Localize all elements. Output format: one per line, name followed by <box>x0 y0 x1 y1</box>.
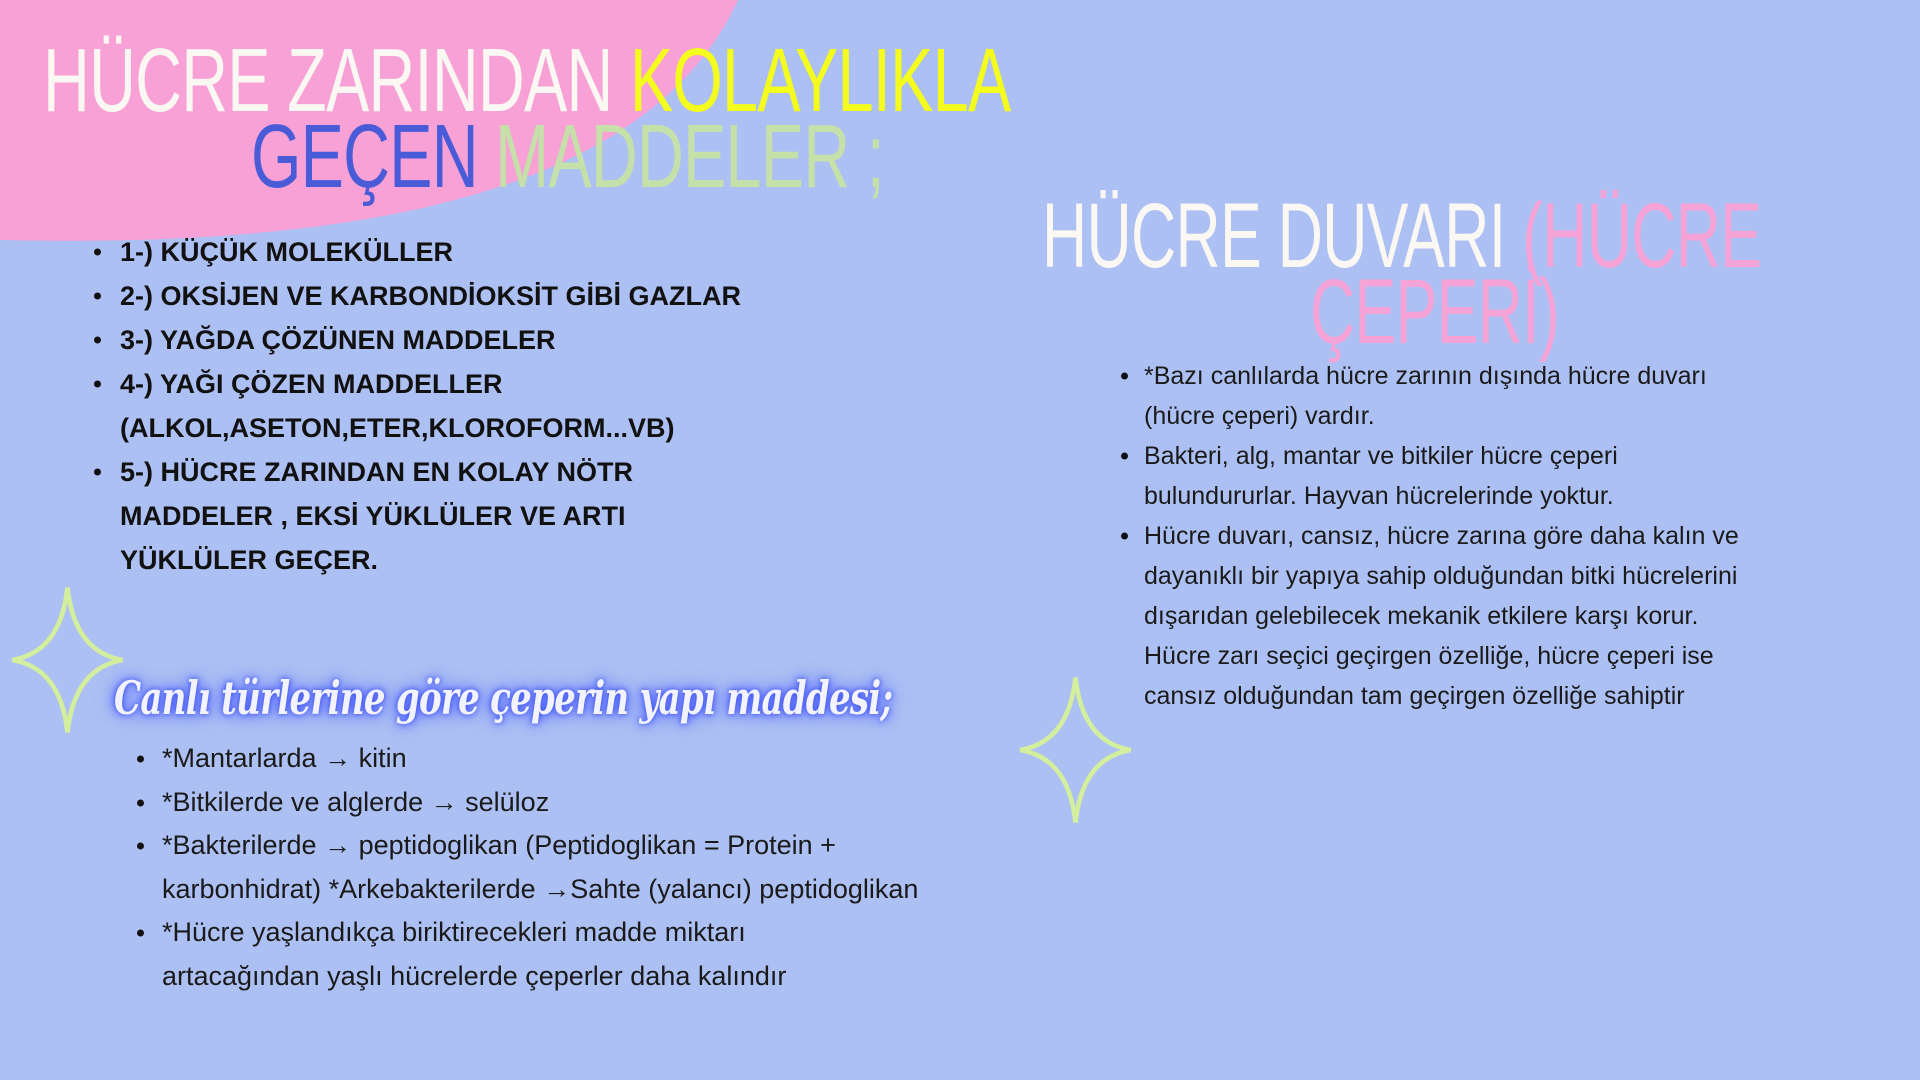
structure-list <box>162 737 962 998</box>
list-item: *Mantarlarda → kitin <box>162 737 962 781</box>
list-item: Bakteri, alg, mantar ve bitkiler hücre çeperi bulundururlar. Hayvan hücrelerinde yoktur. <box>1144 436 1754 516</box>
structure-heading: Canlı türlerine göre çeperin yapı maddesi; <box>114 671 893 725</box>
easy-pass-list <box>120 230 760 582</box>
title-part-yellow: KOLAYLIKLA <box>629 31 1011 131</box>
cell-wall-title-pink: (HÜCRE <box>1522 185 1762 287</box>
sparkle-star-icon <box>1018 675 1133 825</box>
title-part-blue: GEÇEN <box>251 107 496 207</box>
list-item: *Bazı canlılarda hücre zarının dışında hücre duvarı (hücre çeperi) vardır. <box>1144 356 1754 436</box>
list-item: 1-) KÜÇÜK MOLEKÜLLER <box>120 230 760 274</box>
cell-wall-title-white: HÜCRE DUVARI <box>1042 185 1523 287</box>
cell-wall-list <box>1144 356 1754 716</box>
list-item: 3-) YAĞDA ÇÖZÜNEN MADDELER <box>120 318 760 362</box>
cell-wall-subtitle: ÇEPERİ) <box>1310 261 1559 363</box>
list-item: *Bakterilerde → peptidoglikan (Peptidoglikan = Protein + karbonhidrat) *Arkebakterilerde →Sahte (yalancı) peptidoglikan <box>162 824 942 911</box>
title-line-2 <box>251 107 885 207</box>
list-item: Hücre duvarı, cansız, hücre zarına göre daha kalın ve dayanıklı bir yapıya sahip olduğundan bitki hücrelerini dışarıdan gelebilecek mekanik etkilere karşı korur. Hücre zarı seçici geçirgen özelliğe, hücre çeperi ise cansız olduğundan tam geçirgen özelliğe sahiptir <box>1144 516 1754 716</box>
list-item: 2-) OKSİJEN VE KARBONDİOKSİT GİBİ GAZLAR <box>120 274 760 318</box>
title-part-green: MADDELER ; <box>495 107 885 207</box>
list-item: *Bitkilerde ve alglerde → selüloz <box>162 781 962 825</box>
list-item: 5-) HÜCRE ZARINDAN EN KOLAY NÖTR MADDELER , EKSİ YÜKLÜLER VE ARTI YÜKLÜLER GEÇER. <box>120 450 760 582</box>
sparkle-star-icon <box>10 585 125 735</box>
list-item: 4-) YAĞI ÇÖZEN MADDELLER (ALKOL,ASETON,ETER,KLOROFORM...VB) <box>120 362 760 450</box>
list-item: *Hücre yaşlandıkça biriktirecekleri madde miktarı artacağından yaşlı hücrelerde çeperler daha kalındır <box>162 911 902 998</box>
title-part-white: HÜCRE ZARINDAN <box>43 31 630 131</box>
